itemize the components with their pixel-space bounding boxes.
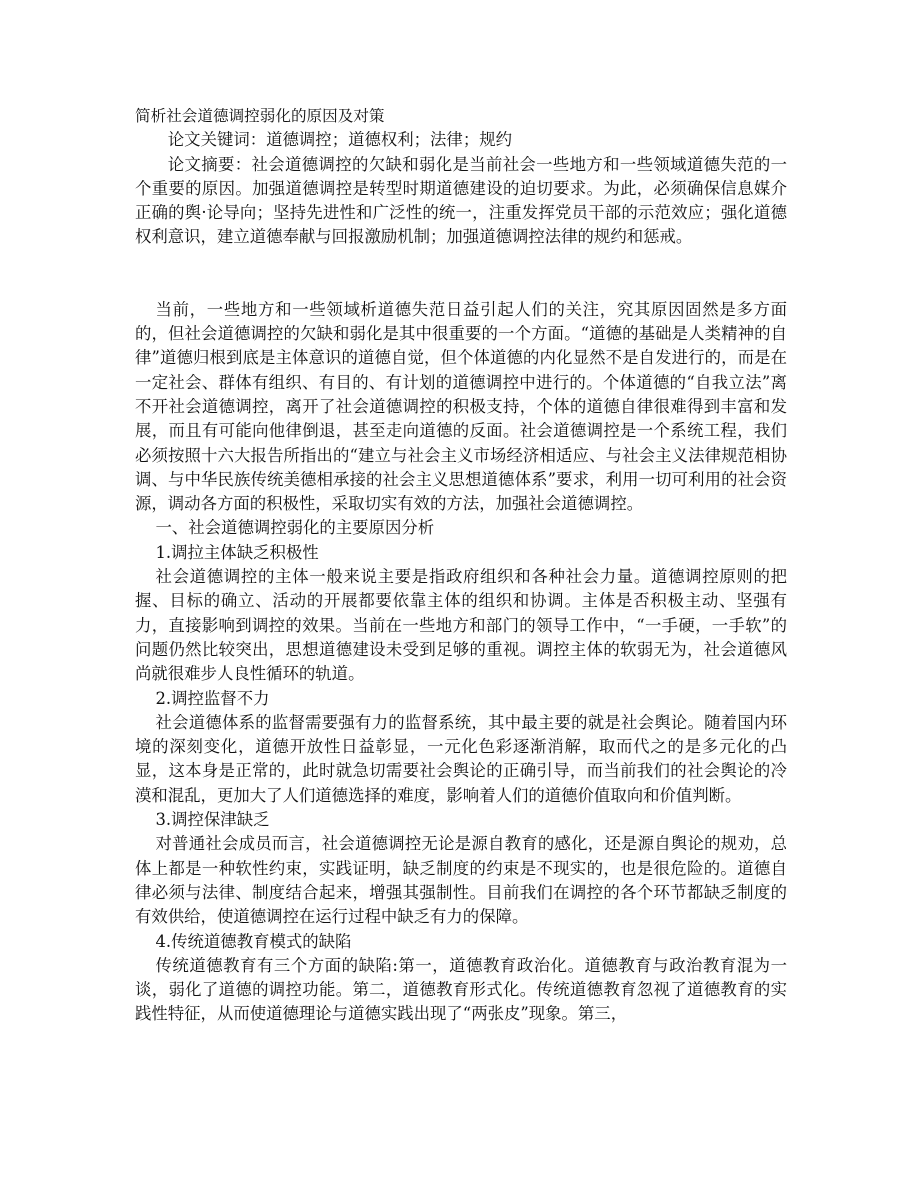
subsection-paragraph-4: 传统道德教育有三个方面的缺陷:第一，道德教育政治化。道德教育与政治教育混为一谈，弱化了道德的调控功能。第二，道德教育形式化。传统道德教育忽视了道德教育的实践性特征，从而使道德理论与道德实践出现了“两张皮”现象。第三， xyxy=(135,955,787,1024)
section-heading-1: 一、社会道德调控弱化的主要原因分析 xyxy=(155,518,435,538)
subsection-paragraph-3: 对普通社会成员而言，社会道德调控无论是源自教育的感化，还是源自舆论的规劝，总体上都是一种软性约束，实践证明，缺乏制度的约束是不现实的，也是很危险的。道德自律必须与法律、制度结合起来，增强其强制性。目前我们在调控的各个环节都缺乏制度的有效供给，使道德调控在运行过程中缺乏有力的保障。 xyxy=(135,834,787,927)
subsection-heading-4: 4.传统道德教育模式的缺陷 xyxy=(155,931,352,951)
section-gap xyxy=(135,250,787,298)
document-body xyxy=(135,104,787,1027)
document-title: 简析社会道德调控弱化的原因及对策 xyxy=(135,107,385,125)
abstract: 论文摘要：社会道德调控的欠缺和弱化是当前社会一些地方和一些领域道德失范的一个重要的原因。加强道德调控是转型时期道德建设的迫切要求。为此，必须确保信息媒介正确的舆·论导向；坚持先进性和广泛性的统一，注重发挥党员干部的示范效应；强化道德权利意识，建立道德奉献与回报激励机制；加强道德调控法律的规约和惩戒。 xyxy=(135,154,787,247)
subsection-heading-2: 2.调控监督不力 xyxy=(155,688,270,708)
subsection-paragraph-1: 社会道德调控的主体一般来说主要是指政府组织和各种社会力量。道德调控原则的把握、目标的确立、活动的开展都要依靠主体的组织和协调。主体是否积极主动、坚强有力，直接影响到调控的效果。当前在一些地方和部门的领导工作中，“一手硬，一手软”的问题仍然比较突出，思想道德建设未受到足够的重视。调控主体的软弱无为，社会道德风尚就很难步人良性循环的轨道。 xyxy=(135,567,787,684)
keywords: 论文关键词：道德调控；道德权利；法律；规约 xyxy=(167,130,512,150)
subsection-heading-3: 3.调控保津缺乏 xyxy=(155,810,270,830)
subsection-paragraph-2: 社会道德体系的监督需要强有力的监督系统，其中最主要的就是社会舆论。随着国内环境的深刻变化，道德开放性日益彰显，一元化色彩逐渐消解，取而代之的是多元化的凸显，这本身是正常的，此时就急切需要社会舆论的正确引导，而当前我们的社会舆论的冷漠和混乱，更加大了人们道德选择的难度，影响着人们的道德价值取向和价值判断。 xyxy=(135,712,787,805)
subsection-heading-1: 1.调拉主体缺乏积极性 xyxy=(155,542,319,562)
intro-paragraph: 当前，一些地方和一些领域析道德失范日益引起人们的关注，究其原因固然是多方面的，但社会道德调控的欠缺和弱化是其中很重要的一个方面。“道德的基础是人类精神的自律”道德归根到底是主体意识的道德自觉，但个体道德的内化显然不是自发进行的，而是在一定社会、群体有组织、有目的、有计划的道德调控中进行的。个体道德的“自我立法”离不开社会道德调控，离开了社会道德调控的积极支持，个体的道德自律很难得到丰富和发展，而且有可能向他律倒退，甚至走向道德的反面。社会道德调控是一个系统工程，我们必须按照十六大报告所指出的“建立与社会主义市场经济相适应、与社会主义法律规范相协调、与中华民族传统美德相承接的社会主义思想道德体系”要求，利用一切可利用的社会资源，调动各方面的积极性，采取切实有效的方法，加强社会道德调控。 xyxy=(135,299,787,514)
